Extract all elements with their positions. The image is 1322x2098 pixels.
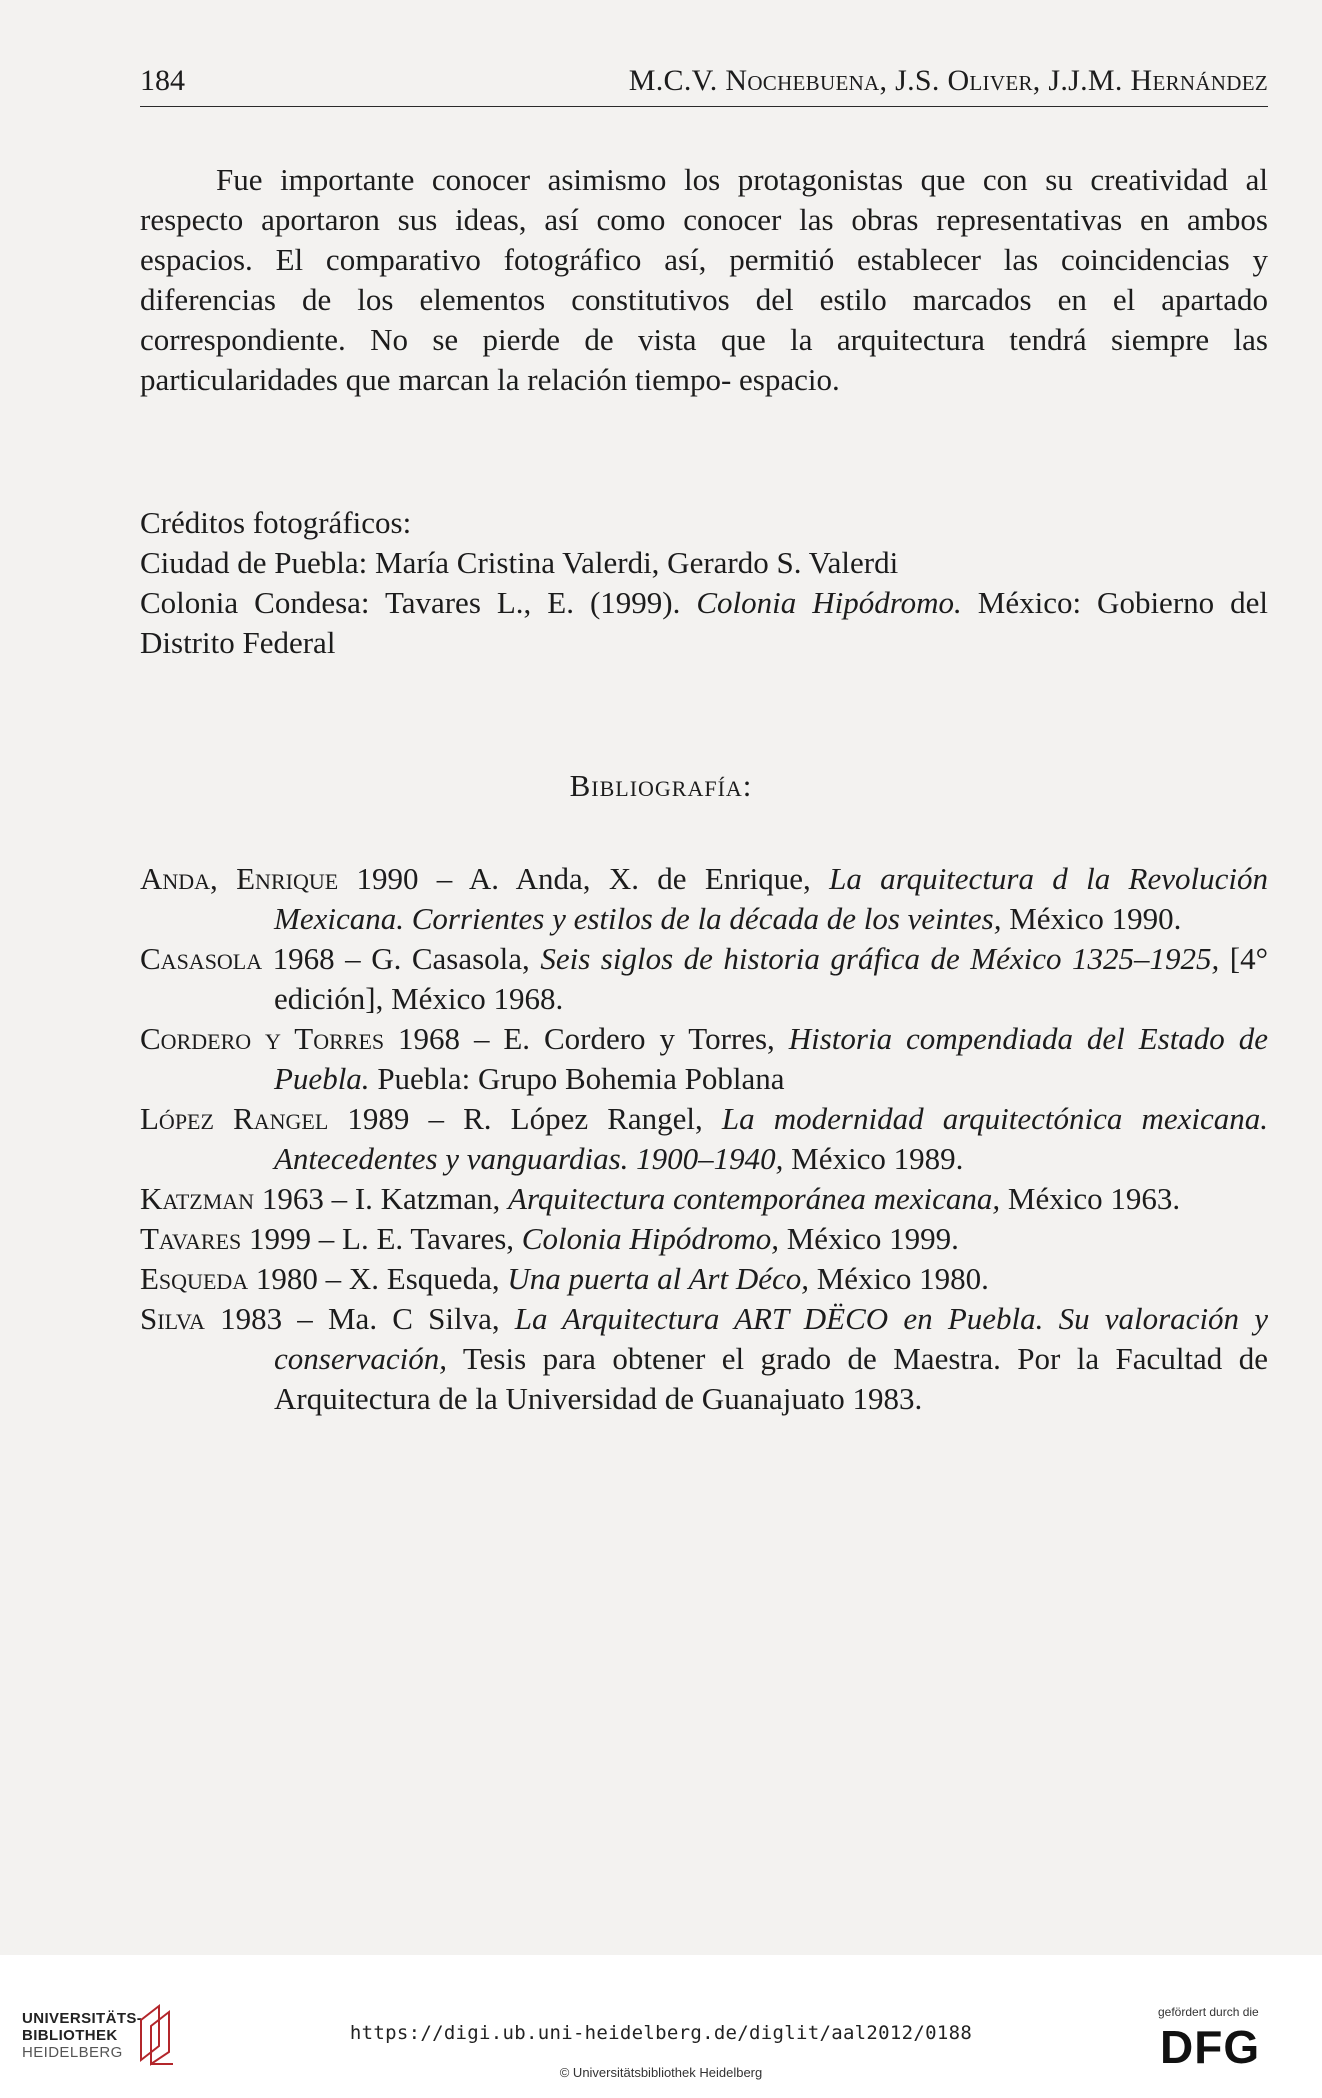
entry-key: Casasola — [140, 941, 263, 976]
photo-credits-title: Créditos fotográficos: — [140, 505, 412, 540]
credits-condesa-prefix: Colonia Condesa: Tavares L., E. (1999). — [140, 585, 697, 620]
running-header — [140, 62, 1268, 107]
entry-key: Esqueda — [140, 1261, 249, 1296]
library-name-line1: UNIVERSITÄTS- — [22, 2010, 143, 2027]
page-number: 184 — [140, 64, 185, 97]
copyright-notice: © Universitätsbibliothek Heidelberg — [559, 2065, 763, 2080]
bibliography-entry — [140, 1299, 1268, 1419]
entry-key: Tavares — [140, 1221, 242, 1256]
entry-title: Seis siglos de historia gráfica de México 1325–1925, — [540, 941, 1220, 976]
bibliography-entry — [140, 1099, 1268, 1179]
permalink-url[interactable]: https://digi.ub.uni-heidelberg.de/diglit/aal2012/0188 — [349, 2022, 973, 2044]
entry-suffix: México 1999. — [778, 1221, 959, 1256]
bibliography-entry — [140, 1019, 1268, 1099]
credits-condesa-title: Colonia Hipódromo. — [696, 585, 962, 620]
photo-credits — [140, 503, 1268, 663]
bibliography-heading: Bibliografía: — [569, 768, 753, 803]
entry-prefix: 1968 – E. Cordero y Torres, — [384, 1021, 789, 1056]
entry-title: Historia compendiada del Estado de Puebla. — [274, 1021, 1268, 1096]
entry-suffix: [4° edición], México 1968. — [274, 941, 1268, 1016]
library-name-line2: BIBLIOTHEK — [22, 2027, 118, 2044]
entry-prefix: 1999 – L. E. Tavares, — [241, 1221, 522, 1256]
entry-title: Colonia Hipódromo, — [521, 1221, 779, 1256]
bibliography-entry — [140, 859, 1268, 939]
entry-key: Anda, Enrique — [140, 861, 339, 896]
entry-suffix: México 1980. — [808, 1261, 989, 1296]
entry-suffix: Puebla: Grupo Bohemia Poblana — [369, 1061, 785, 1096]
bibliography-entry — [140, 1179, 1268, 1219]
entry-prefix: 1963 – I. Katzman, — [254, 1181, 509, 1216]
entry-prefix: 1980 – X. Esqueda, — [248, 1261, 508, 1296]
entry-suffix: Tesis para obtener el grado de Maestra. Por la Facultad de Arquitectura de la Universidad de Guanajuato 1983. — [274, 1341, 1268, 1416]
photo-credits-puebla: Ciudad de Puebla: María Cristina Valerdi, Gerardo S. Valerdi — [140, 545, 899, 580]
entry-title: La arquitectura d la Revolución Mexicana. Corrientes y estilos de la década de los veintes, — [274, 861, 1268, 936]
entry-suffix: México 1963. — [1000, 1181, 1181, 1216]
body-paragraph: Fue importante conocer asimismo los protagonistas que con su creatividad al respecto aportaron sus ideas, así como conocer las obras representativas en ambos espacios. El comparativo fotográfico así, permitió establecer las coincidencias y diferencias de los elementos constitutivos del estilo marcados en el apartado correspondiente. No se pierde de vista que la arquitectura tendrá siempre las particularidades que marcan la relación tiempo- espacio. — [140, 162, 1268, 397]
credits-condesa-suffix: México: Gobierno del Distrito Federal — [140, 585, 1268, 660]
bibliography-entry — [140, 1219, 1268, 1259]
entry-title: La modernidad arquitectónica mexicana. Antecedentes y vanguardias. 1900–1940, — [274, 1101, 1269, 1176]
entry-title: La Arquitectura ART DËCO en Puebla. Su valoración y conservación, — [274, 1301, 1269, 1376]
entry-title: Arquitectura contemporánea mexicana, — [508, 1181, 1001, 1216]
library-name-line3: HEIDELBERG — [22, 2044, 123, 2061]
photo-credits-condesa — [140, 583, 1268, 663]
entry-key: Silva — [140, 1301, 205, 1336]
bibliography-entry — [140, 1259, 1268, 1299]
entry-key: López Rangel — [140, 1101, 329, 1136]
entry-suffix: México 1989. — [783, 1141, 964, 1176]
entry-suffix: México 1990. — [1001, 901, 1182, 936]
running-header-authors: M.C.V. Nochebuena, J.S. Oliver, J.J.M. Hernández — [628, 64, 1268, 97]
entry-prefix: 1989 – R. López Rangel, — [328, 1101, 722, 1136]
bibliography-entry — [140, 939, 1268, 1019]
entry-key: Katzman — [140, 1181, 255, 1216]
entry-title: Una puerta al Art Déco, — [507, 1261, 809, 1296]
funding-caption: gefördert durch die — [1158, 2005, 1259, 2019]
entry-prefix: 1990 – A. Anda, X. de Enrique, — [338, 861, 830, 896]
entry-prefix: 1968 – G. Casasola, — [262, 941, 541, 976]
dfg-logo: DFG — [1160, 2021, 1261, 2073]
entry-key: Cordero y Torres — [140, 1021, 385, 1056]
bibliography-list — [140, 859, 1268, 1419]
entry-prefix: 1983 – Ma. C Silva, — [204, 1301, 515, 1336]
